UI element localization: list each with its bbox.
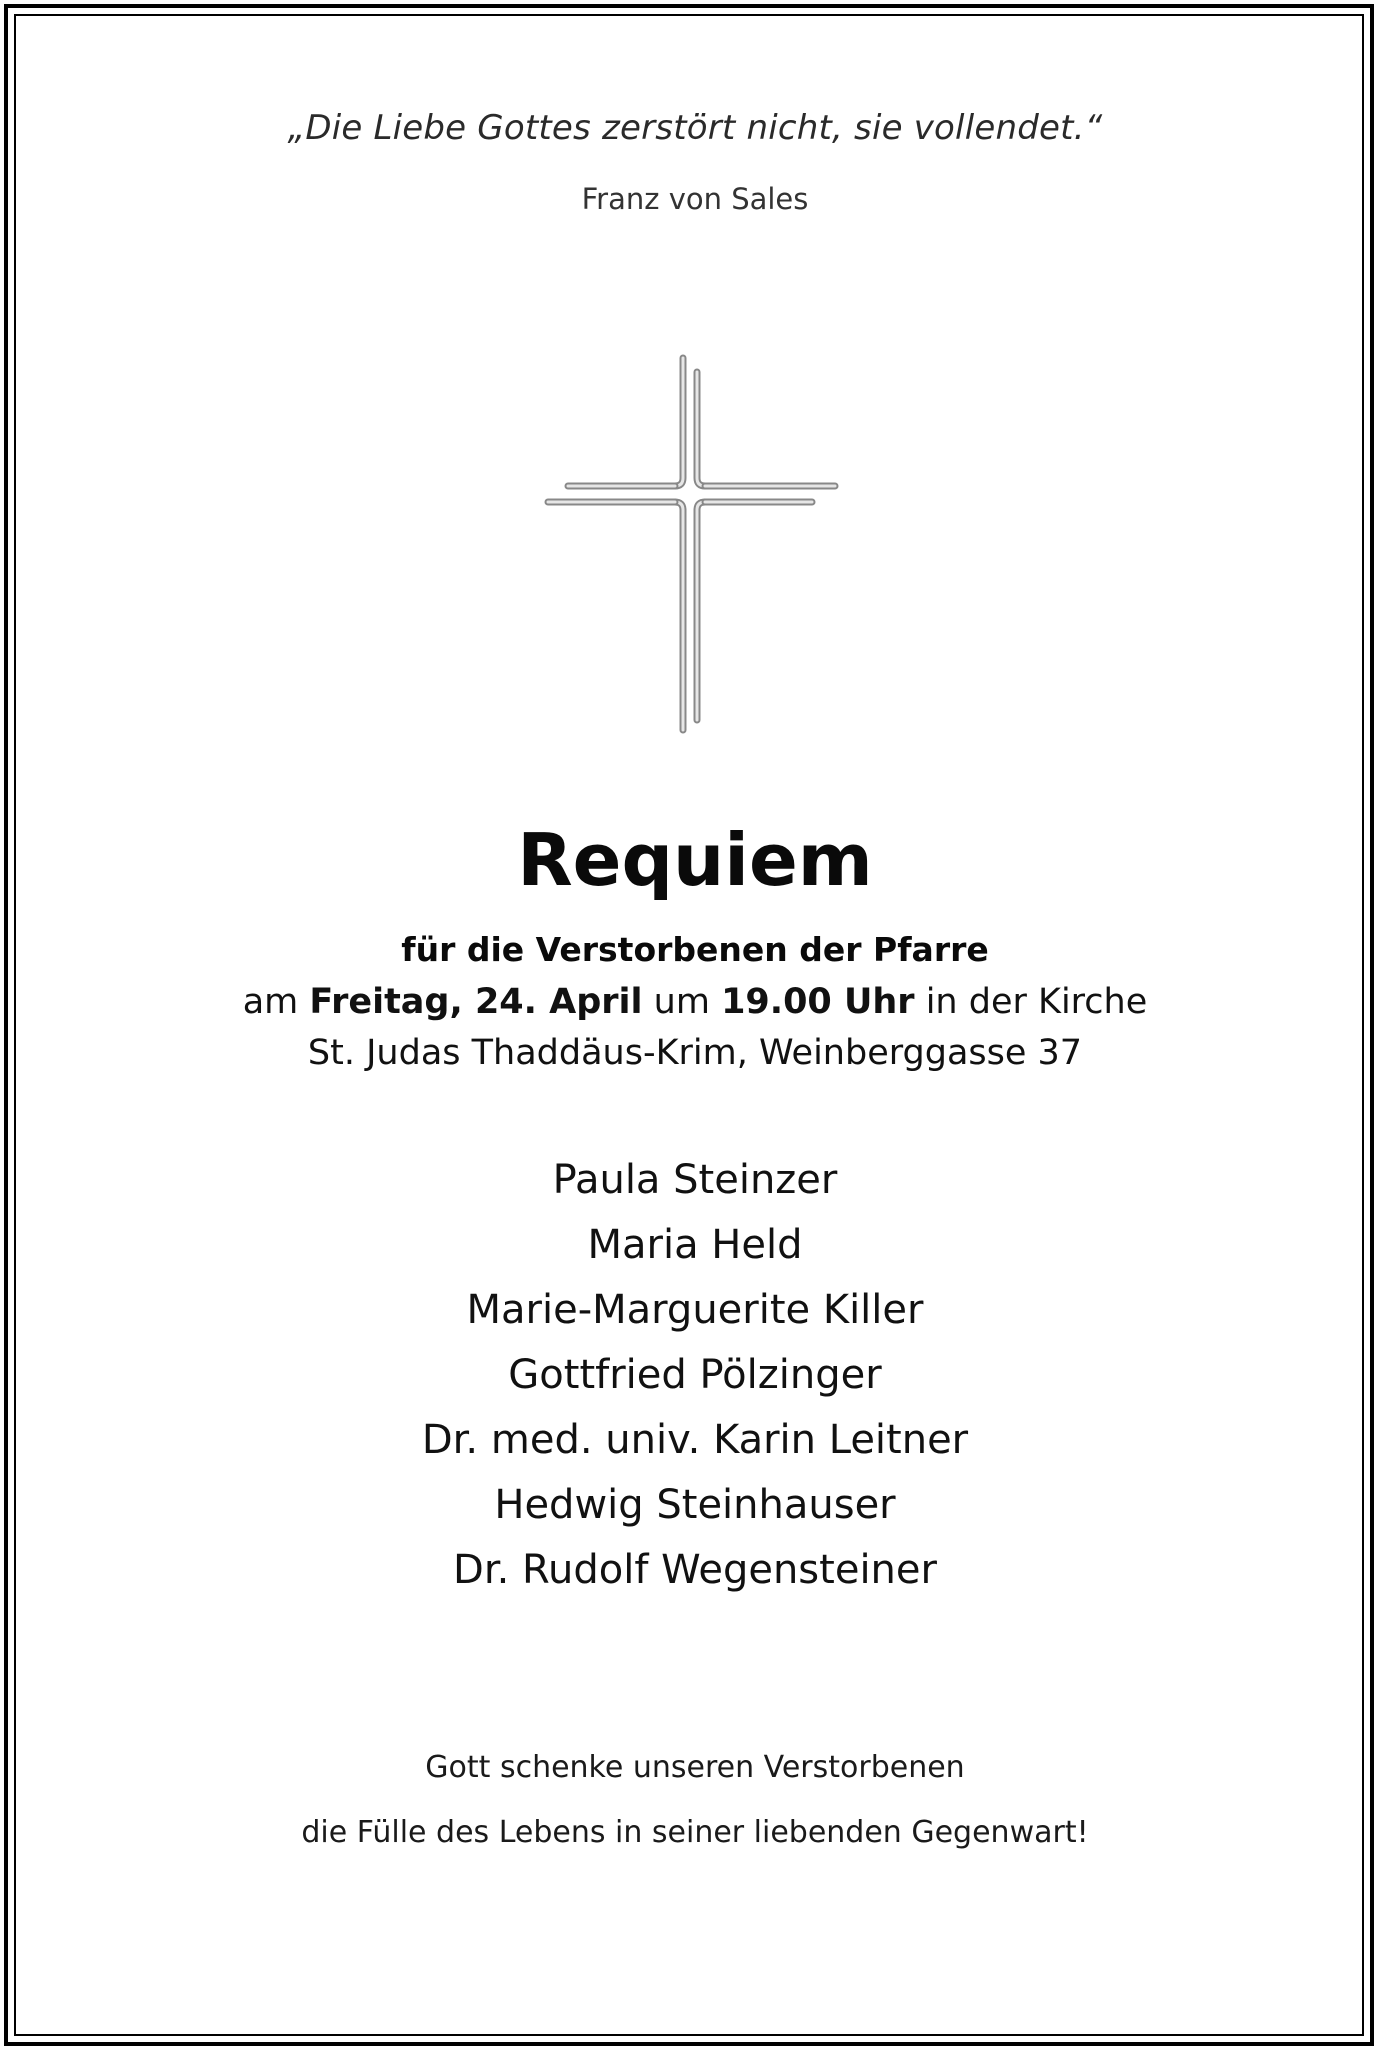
details-suffix: in der Kirche bbox=[914, 982, 1148, 1022]
details-prefix: am bbox=[242, 982, 310, 1022]
service-time: 19.00 Uhr bbox=[721, 982, 915, 1022]
deceased-name: Marie-Marguerite Killer bbox=[466, 1287, 924, 1333]
service-details bbox=[0, 982, 1376, 1022]
deceased-name: Dr. med. univ. Karin Leitner bbox=[421, 1417, 969, 1463]
details-middle: um bbox=[642, 982, 722, 1022]
deceased-name: Hedwig Steinhauser bbox=[494, 1482, 896, 1528]
metal-cross-icon bbox=[540, 350, 840, 740]
closing-line-1: Gott schenke unseren Verstorbenen bbox=[425, 1750, 965, 1785]
quote-text: „Die Liebe Gottes zerstört nicht, sie vollendet.“ bbox=[287, 108, 1103, 148]
closing-line-2: die Fülle des Lebens in seiner liebenden Gegenwart! bbox=[301, 1815, 1089, 1850]
quote-author: Franz von Sales bbox=[581, 182, 809, 216]
page-title: Requiem bbox=[517, 818, 873, 902]
service-date: Freitag, 24. April bbox=[309, 982, 643, 1022]
deceased-name: Maria Held bbox=[587, 1222, 803, 1268]
church-address: St. Judas Thaddäus-Krim, Weinberggasse 37 bbox=[307, 1033, 1083, 1073]
deceased-name: Dr. Rudolf Wegensteiner bbox=[453, 1547, 937, 1593]
subtitle: für die Verstorbenen der Pfarre bbox=[401, 930, 989, 969]
deceased-name: Gottfried Pölzinger bbox=[508, 1352, 882, 1398]
deceased-name: Paula Steinzer bbox=[552, 1157, 838, 1203]
deceased-list bbox=[0, 1148, 1376, 1603]
